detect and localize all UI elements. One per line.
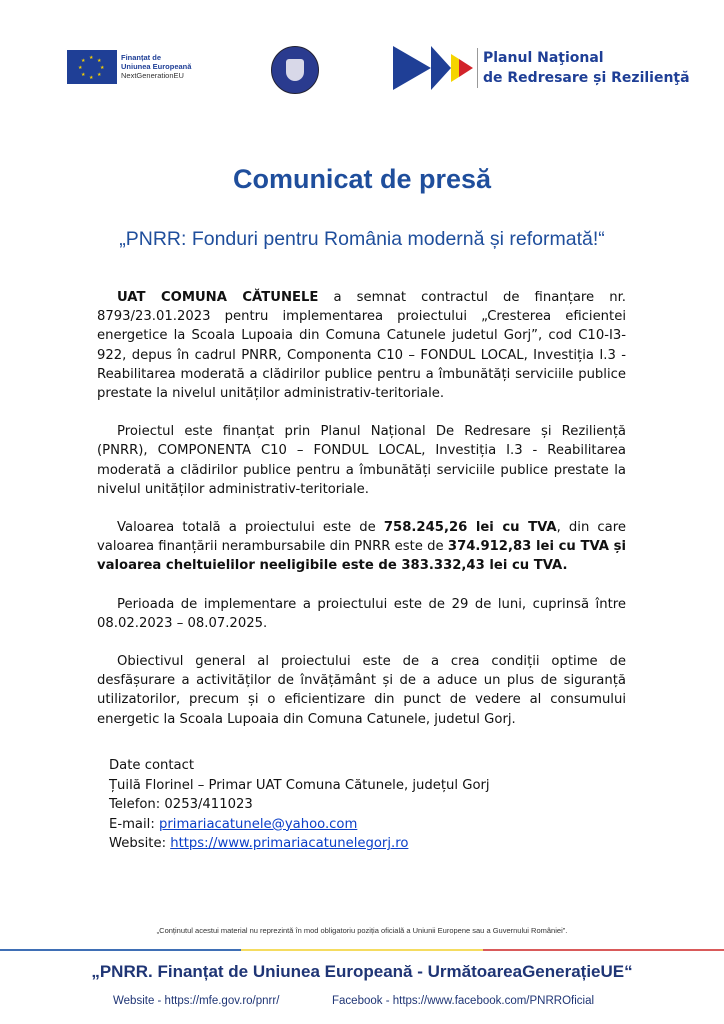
paragraph-contract	[97, 288, 626, 403]
contact-block	[109, 756, 490, 854]
tricolor-divider	[0, 949, 724, 951]
pnrr-logo-line1: Planul Naţional	[483, 50, 604, 66]
paragraph-funding: Proiectul este finanțat prin Planul Național De Redresare și Reziliență (PNRR), COMPONENTA C10 – FONDUL LOCAL, Investiția I.3 - Reabilitarea moderată a clădirilor publice pentru a îmbunătăți serviciile publice prestate la nivelul unităților administrativ-teritoriale.	[97, 424, 626, 497]
page-title: Comunicat de presă	[232, 164, 492, 194]
paragraph-period: Perioada de implementare a proiectului este de 29 de luni, cuprinsă între 08.02.2023 – 08.07.2025.	[97, 596, 626, 631]
press-release-body	[97, 288, 626, 748]
eu-logo-line3: NextGenerationEU	[121, 71, 184, 80]
eu-logo-line1: Finanțat de	[121, 53, 162, 62]
paragraph-contract-text: a semnat contractul de finanțare nr. 8793/23.01.2023 pentru implementarea proiectului „Cresterea eficientei energetice la Scoala Lupoaia din Comuna Catunele judetul Gorj”, cod C10-I3-922, depus în cadrul PNRR, Componenta C10 – FONDUL LOCAL, Investiția I.3 - Reabilitarea moderată a clădirilor publice pentru a îmbunătăți serviciile publice prestate la nivelul unităților administrativ-teritoriale.	[97, 290, 626, 402]
website-link[interactable]: https://www.primariacatunelegorj.ro	[170, 836, 409, 852]
eu-flag-icon: ★ ★ ★ ★ ★ ★ ★ ★	[67, 50, 117, 84]
value-text-c: , din care valoarea finanțării nerambursabile din PNRR este de	[97, 520, 627, 555]
funding-values: 374.912,83 lei cu TVA și valoarea cheltuielilor neeligibile este de 383.332,43 lei cu TVA.	[97, 539, 626, 574]
page-subtitle: „PNRR: Fonduri pentru România modernă și reformată!“	[119, 228, 605, 250]
email-label: E-mail:	[109, 816, 159, 832]
contact-heading: Date contact	[109, 758, 195, 773]
disclaimer: „Conținutul acestui material nu reprezintă în mod obligatoriu poziția oficială a Uniunii Europene sau a Guvernului României”.	[156, 926, 568, 935]
eu-logo-line2: Uniunea Europeană	[121, 62, 192, 71]
email-link[interactable]: primariacatunele@yahoo.com	[158, 816, 358, 832]
footer-slogan: „PNRR. Finanțat de Uniunea Europeană - UrmătoareaGenerațieUE“	[91, 962, 633, 981]
contact-email-row	[109, 815, 490, 835]
contact-person: Țuilă Florinel – Primar UAT Comuna Cătunele, județul Gorj	[109, 777, 490, 793]
contact-website-row	[109, 834, 490, 854]
paragraph-objective: Obiectivul general al proiectului este de a crea condiții optime de desfășurare a activităților de învățământ și de a aduce un plus de siguranță utilizatorilor, precum și o eficientizare din punct de vedere al consumului energetic la Scoala Lupoaia din Comuna Catunele, judetul Gorj.	[97, 654, 626, 727]
pnrr-arrow-logo-icon	[393, 46, 477, 90]
website-label: Website:	[109, 836, 171, 852]
value-text-a: Valoarea totală a proiectului este de	[117, 520, 384, 536]
eu-funding-logo-text	[121, 53, 191, 80]
footer-facebook-link[interactable]: Facebook - https://www.facebook.com/PNRROficial	[332, 995, 595, 1007]
pnrr-logo-text	[477, 48, 690, 88]
logo-header	[0, 44, 724, 94]
footer-website-link[interactable]: Website - https://mfe.gov.ro/pnrr/	[113, 995, 280, 1007]
paragraph-value	[97, 518, 626, 576]
total-value: 758.245,26 lei cu TVA	[383, 520, 557, 536]
beneficiary-name: UAT COMUNA CĂTUNELE	[117, 290, 319, 305]
contact-phone: Telefon: 0253/411023	[109, 797, 253, 813]
romanian-government-seal-icon	[271, 46, 319, 94]
pnrr-logo-line2: de Redresare și Rezilienţă	[483, 70, 690, 86]
